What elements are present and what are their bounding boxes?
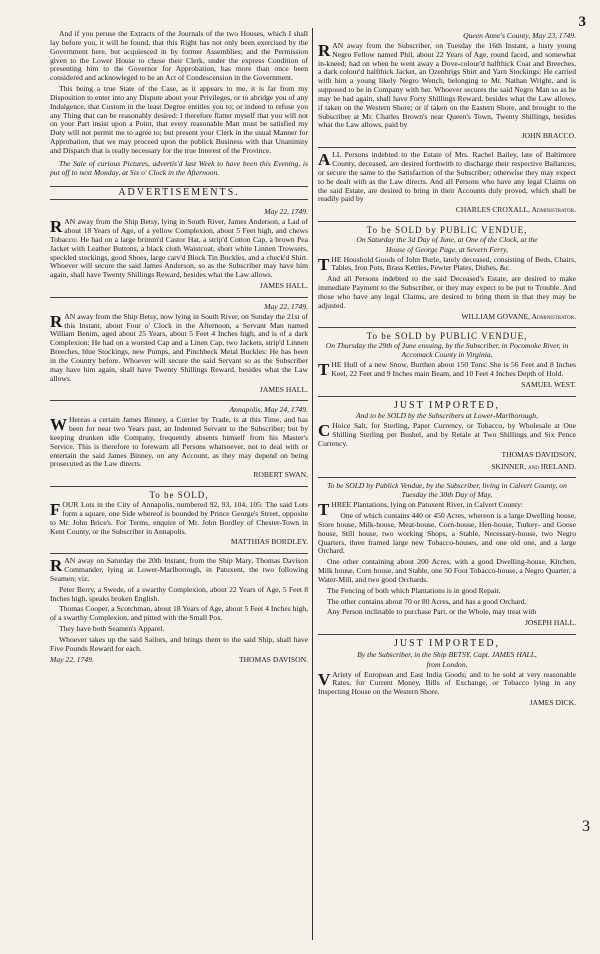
ad-subheading: And to be SOLD by the Subscribers at Lower-Marlborough, — [355, 411, 539, 421]
ad-line: Thomas Cooper, a Scotchman, about 18 Years of Age, about 5 Feet 4 Inches high, of a swarthy Complexion, and pitted with the Small Pox. — [50, 604, 308, 623]
divider-rule — [50, 553, 308, 554]
ad-text: And all Persons indebted to the said Deceased's Estate, are desired to make immediate Payment to the Subscriber, or they may expect to be put to Trouble. And those who have any legal Claims, are desired to bring them in that they may be adjusted. — [318, 274, 576, 310]
ad-vendue-snow — [318, 331, 576, 392]
ad-line: One other containing about 200 Acres, with a good Dwelling-house, Kitchen, Milk house, Corn house, and Stable, one 50 Foot Tobacco-house, a Negro Quarter, a Water-Mill, and two good Orchards. — [318, 557, 576, 584]
ads-heading: ADVERTISEMENTS. — [50, 186, 308, 201]
ad-subheading: On Thursday the 29th of June ensuing, by the Subscriber, in Pocomoke River, in Accomack County in Virginia, — [325, 341, 569, 360]
ad-text: Hereas a certain James Binney, a Currier by Trade, is at this Time, and has been for near two Years past, an Indented Servant to the Subscriber; but by keeping drunken idle Company, frequently absents himself from his Master's Service. This is therefore to forewarn all Persons whatsoever, not to deal with or entertain the said James Binney, on any Account, as they may depend on being prosecuted as the Law directs. — [50, 415, 308, 469]
ad-text: Hoice Salt, for Sterling, Paper Currency, or Tobacco, by Wholesale at One Shilling Sterling per Bushel, and by Retale at Two Shillings and Six Pence Currency. — [318, 421, 576, 448]
ad-signature: JAMES DICK. — [529, 698, 576, 708]
ad-line: The other contains about 70 or 80 Acres, and has a good Orchard. — [327, 596, 527, 606]
ad-text: AN away from the Ship Betsy, now lying in South River, on Sunday the 21st of this Instant, about Four o' Clock in the Afternoon, a Servant Man named William Benim, aged about 25 Years, about 5 Feet 4 Inches high, and is of a dark Complexion: He had on a worsted Cap and a Linen Cap, two Jackets, strip'd Linnen Breeches, blue Stockings, new Pumps, and Pinchbeck Metal Buckles: He has been in the Country before. Whoever will secure the said Servant so as the Subscriber may have him again, shall have Twenty Shillings Reward, besides what the Law allows. — [50, 311, 308, 383]
column-divider — [312, 28, 313, 940]
ad-vendue-household — [318, 225, 576, 324]
ad-seamen — [50, 557, 308, 664]
drop-cap: W — [50, 415, 67, 435]
ad-subheading: On Saturday the 3d Day of June, at One of the Clock, at the — [356, 234, 538, 244]
ad-line: They have both Seamen's Apparel. — [59, 624, 165, 634]
divider-rule — [50, 400, 308, 401]
sale-notice: The Sale of curious Pictures, advertis'd last Week to have been this Evening, is put off to next Monday, at Six o' Clock in the Afternoon. — [50, 158, 308, 177]
divider-rule — [318, 147, 576, 148]
ad-line: One of which contains 440 or 450 Acres, whereon is a large Dwelling house, Store house, Milk-house, Meat-house, Corn-house, Hen-house, Turkey- and Goose house, Still house, two working Shops, a Stable, Necessary-house, two Negro Quarters, three framed large new Tobacco-houses, and one old one, and a large Orchard. — [318, 510, 576, 556]
ad-signature: THOMAS DAVIDSON, — [501, 449, 576, 459]
ad-heading: To be SOLD, — [149, 490, 209, 501]
ad-subheading: To be SOLD by Publick Vendue, by the Subscriber, living in Calvert County, on Tuesday the 30th Day of May, — [327, 481, 567, 500]
divider-rule — [318, 327, 576, 328]
drop-cap: R — [50, 217, 63, 237]
drop-cap: C — [318, 421, 331, 441]
ad-signature: JAMES HALL. — [259, 384, 308, 394]
ad-salt-imported — [318, 400, 576, 475]
ad-line: Whoever takes up the said Sailors, and brings them to the said Ship, shall have Five Pounds Reward for each. — [50, 634, 308, 653]
ad-heading: To be SOLD by PUBLIC VENDUE, — [366, 225, 528, 236]
ad-bailey-estate — [318, 151, 576, 218]
drop-cap: R — [50, 311, 63, 331]
ad-heading: JUST IMPORTED, — [393, 638, 501, 650]
ad-signature: MATTHIAS BORDLEY. — [230, 537, 308, 547]
ad-subheading: House of George Page, at Severn Ferry, — [385, 244, 509, 254]
drop-cap: T — [318, 500, 330, 520]
ad-signature: SAMUEL WEST. — [521, 379, 576, 389]
ad-signature: JAMES HALL. — [259, 281, 308, 291]
divider-rule — [318, 396, 576, 397]
divider-rule — [318, 634, 576, 635]
intro-paragraph: And if you peruse the Extracts of the Journals of the two Houses, which I shall lay before you, it will be found, that this Right has not only been exercised by the Government here, but acquiesced in by former Assemblies; and the Permission given to the Lower House to chuse their Clerk, under the express Condition of presenting him to the Governor for Approbation, has more than once been considered and acknowleged to be an Act of Condescension in the Government. — [50, 29, 308, 83]
ad-line: Peter Berry, a Swede, of a swarthy Complexion, about 22 Years of Age, 5 Feet 8 Inches high, speaks broken English. — [50, 584, 308, 603]
ad-james-anderson — [50, 206, 308, 294]
ad-text: LL Persons indebted to the Estate of Mrs. Rachel Bailey, late of Baltimore County, deceased, are desired forthwith to discharge their respective Ballances, or secure the same to the Satisfaction of the Subscriber; otherwise they may expect to be dealt with as the Law directs. And all Persons who have any legal Claims on the said Estate, are desired to bring in their Accounts duly proved, which shall be readily paid by — [318, 151, 576, 204]
ad-date: May 22, 1749. — [50, 655, 94, 664]
drop-cap: A — [318, 151, 331, 170]
drop-cap: T — [318, 360, 330, 379]
ad-dateline: Queen Anne's County, May 23, 1749. — [463, 31, 576, 40]
drop-cap: R — [318, 40, 331, 60]
page-number: 3 — [578, 14, 586, 30]
ad-text: HE Hull of a new Snow, Burthen about 150 Tons: She is 56 Feet and 8 Inches Keel, 22 Feet and 9 Inches main Beam, and 10 Feet 4 Inches Depth of Hold. — [331, 360, 576, 378]
ad-text: HREE Plantations, lying on Patuxent River, in Calvert County: — [331, 500, 523, 510]
ad-subheading: By the Subscriber, in the Ship BETSY, Capt. JAMES HALL, — [357, 649, 537, 659]
left-column — [50, 30, 308, 667]
drop-cap: T — [318, 254, 330, 274]
ad-text: AN away on Saturday the 20th Instant, from the Ship Mary, Thomas Davison Commander, lying at Lower-Marlborough, in Patuxent, the two following Seamen; viz. — [50, 557, 308, 583]
ad-line: The Fencing of both which Plantations is in good Repair. — [327, 585, 501, 595]
drop-cap: V — [318, 669, 331, 689]
ad-subheading: from London, — [426, 659, 468, 669]
ad-line: Any Person inclinable to purchase Part, or the Whole, may treat with — [327, 607, 537, 617]
margin-mark: 3 — [582, 818, 590, 835]
ad-text: AN away from the Subscriber, on Tuesday the 16th Instant, a lusty young Negro Fellow named Phil, about 22 Years of Age, round faced, and somewhat in-kneed; had on when he went away a Dove-colour'd halfthick Coat and Breeches, a dark colour'd halfthick Jacket, an Ozenbrigs Shirt and Yarn Stockings: He carried with him a young likely Negro Wench, belonging to Mr. Nathan Wright, and is supposed to be in Company with her. Whoever secures the said Negro Man so as he may be had again, shall have Forty Shillings Reward, besides what the Law allows, if taken on the Western Shore; or if taken on the Eastern Shore, and brought to the Subscriber at Mr. Charles Brown's near Queen's Town, Twenty Shillings, besides what the Law allows, paid by — [318, 40, 576, 130]
ad-signature: ROBERT SWAN. — [253, 470, 308, 480]
ad-heading: JUST IMPORTED, — [393, 399, 501, 411]
ad-signature: CHARLES CROXALL, Administrator. — [455, 205, 576, 215]
ad-heading: To be SOLD by PUBLIC VENDUE, — [366, 331, 528, 342]
ad-four-lots — [50, 490, 308, 550]
ad-negro-phil — [318, 30, 576, 144]
ad-text: AN away from the Ship Betsy, lying in South River, James Anderson, a Lad of about 18 Years of Age, of a yellow Complexion, about 5 Feet high, and chews Tobacco: He had on a large brimm'd Castor Hat, a strip'd Cotton Cap, a brown Pea Jacket with Leather Buttons, a black cloth Waistcoat, short white Linnen Trowsers, speckled stockings, good Shoes, large carv'd Block Tin Buckles, and a check'd Shirt. Whoever will secure the said James Anderson, so as the Subscriber may have him again, shall have Twenty Shillings Reward, besides what the Law allows. — [50, 217, 308, 280]
ad-signature: JOSEPH HALL. — [524, 618, 576, 628]
ad-plantations — [318, 481, 576, 631]
ad-james-binney — [50, 404, 308, 483]
divider-rule — [50, 486, 308, 487]
ad-signature: THOMAS DAVISON. — [238, 655, 308, 664]
drop-cap: F — [50, 499, 61, 519]
ad-dateline: Annapolis, May 24, 1749. — [229, 405, 308, 415]
ad-dateline: May 22, 1749. — [264, 207, 308, 217]
ad-goods-imported — [318, 638, 576, 711]
drop-cap: R — [50, 557, 63, 576]
ad-signature: WILLIAM GOVANE, Administrator. — [461, 311, 576, 321]
ad-text: Ariety of European and East India Goods; and to be sold at very reasonable Rates, for Current Money, Bills of Exchange, or Tobacco lying in any Inspecting House on the Western Shore. — [318, 669, 576, 697]
ad-text: OUR Lots in the City of Annapolis, numbered 92, 93, 104, 105: The said Lots form a square, one Side whereof is bounded by Prince George's Street, opposite to Mr. John Brice's. For Terms, enquire of Mr. John Bordley of Chester-Town in Kent County, or the Subscriber in Annapolis. — [50, 499, 308, 536]
ad-dateline: May 22, 1749. — [264, 301, 308, 311]
right-column — [318, 30, 576, 714]
ad-signature: SKINNER, and IRELAND. — [491, 461, 576, 471]
divider-rule — [50, 297, 308, 298]
intro-paragraph: This being a true State of the Case, as it appears to me, it is far from my Disposition to enter into any Dispute about your Privileges, or to abridge you of any Indulgence, that Custom in the least Degree entitles you to; or indeed to refuse you any Thing that can be reasonably desired: I therefore flatter myself that you will not on your Part insist upon a Point, that every reasonable Man must be satisfied my Duty will not permit me to agree to; but present your Clerk in the usual Manner for Approbation, that we may proceed upon the publick Business with that Unanimity and Dispatch that is really necessary for the true Interest of the Province. — [50, 84, 308, 155]
divider-rule — [318, 477, 576, 478]
ad-william-benim — [50, 301, 308, 397]
ad-text: HE Houshold Goods of John Burle, lately deceased, consisting of Beds, Chairs, Tables, Iron Pots, Brass Kettles, Pewter Plates, Dishes, &c. — [331, 254, 576, 273]
divider-rule — [318, 221, 576, 222]
ad-signature: JOHN BRACCO. — [521, 131, 576, 141]
